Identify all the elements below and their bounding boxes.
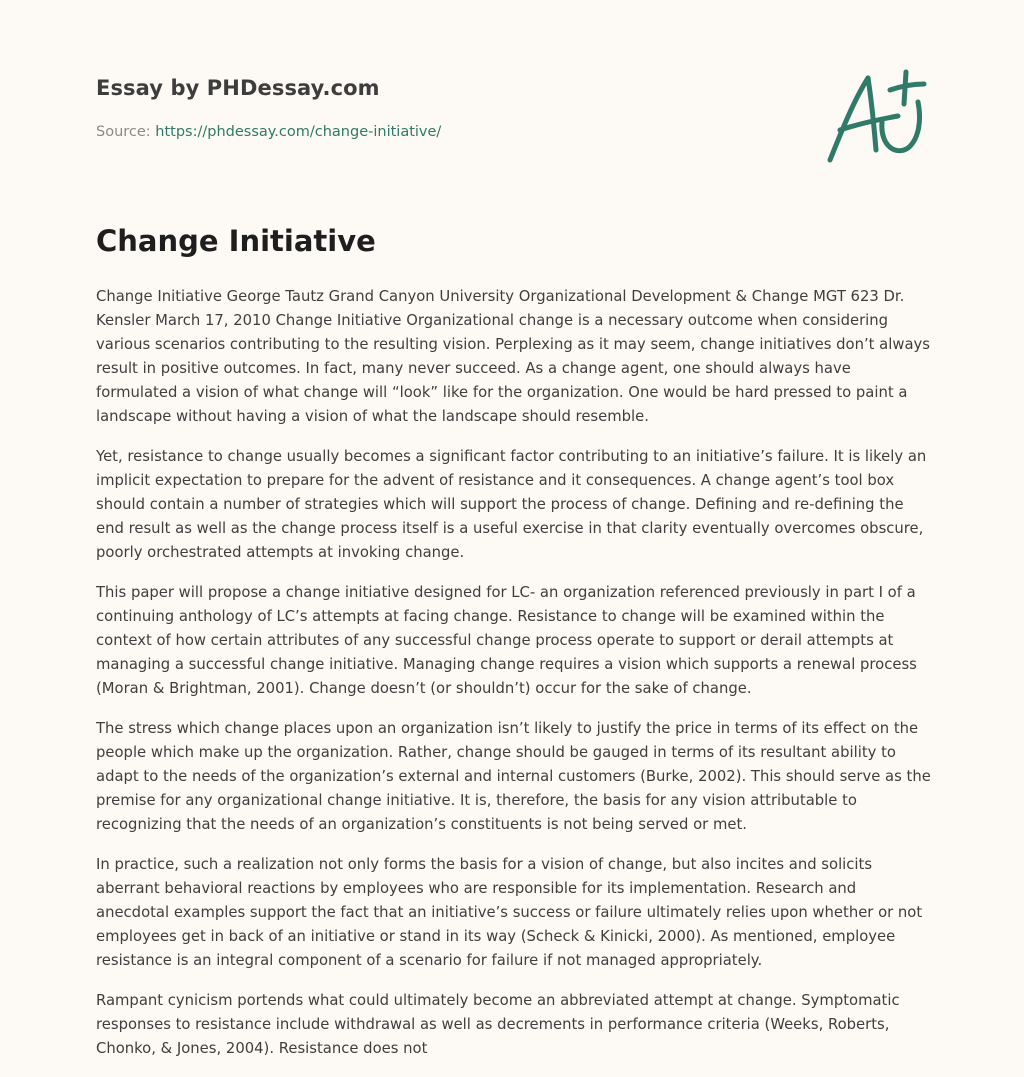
essay-title: Change Initiative	[96, 224, 376, 258]
essay-paragraph: The stress which change places upon an organization isn’t likely to justify the price in terms of its effect on the people which make up the organization. Rather, change should be gauged in terms of its resultant ability to adapt to the needs of the organization’s external and internal customers (Burke, 2002). This should serve as the premise for any organizational change initiative. It is, therefore, the basis for any vision attributable to recognizing that the needs of an organization’s constituents is not being served or met.	[96, 720, 931, 833]
a-plus-grade-icon	[818, 64, 934, 168]
essay-paragraph: Rampant cynicism portends what could ultimately become an abbreviated attempt at change. Symptomatic responses to resistance include withdrawal as well as decrements in performance criteria (Weeks, Roberts, Chonko, & Jones, 2004). Resistance does not	[96, 992, 900, 1057]
essay-paragraph: Change Initiative George Tautz Grand Canyon University Organizational Development & Change MGT 623 Dr. Kensler March 17, 2010 Change Initiative Organizational change is a necessary outcome when considering various scenarios contributing to the resulting vision. Perplexing as it may seem, change initiatives don’t always result in positive outcomes. In fact, many never succeed. As a change agent, one should always have formulated a vision of what change will “look” like for the organization. One would be hard pressed to paint a landscape without having a vision of what the landscape should resemble.	[96, 288, 930, 425]
source-line	[96, 124, 441, 140]
source-label: Source:	[96, 124, 151, 140]
site-title: Essay by PHDessay.com	[96, 76, 380, 100]
source-link[interactable]: https://phdessay.com/change-initiative/	[155, 124, 442, 140]
essay-paragraph: This paper will propose a change initiative designed for LC- an organization referenced previously in part I of a continuing anthology of LC’s attempts at facing change. Resistance to change will be examined within the context of how certain attributes of any successful change process operate to support or derail attempts at managing a successful change initiative. Managing change requires a vision which supports a renewal process (Moran & Brightman, 2001). Change doesn’t (or shouldn’t) occur for the sake of change.	[96, 584, 917, 697]
essay-paragraph: Yet, resistance to change usually becomes a significant factor contributing to an initiative’s failure. It is likely an implicit expectation to prepare for the advent of resistance and it consequences. A change agent’s tool box should contain a number of strategies which will support the process of change. Defining and re-defining the end result as well as the change process itself is a useful exercise in that clarity eventually overcomes obscure, poorly orchestrated attempts at invoking change.	[96, 448, 927, 561]
essay-paragraph: In practice, such a realization not only forms the basis for a vision of change, but also incites and solicits aberrant behavioral reactions by employees who are responsible for its implementation. Research and anecdotal examples support the fact that an initiative’s success or failure ultimately relies upon whether or not employees get in back of an initiative or stand in its way (Scheck & Kinicki, 2000). As mentioned, employee resistance is an integral component of a scenario for failure if not managed appropriately.	[96, 856, 923, 969]
essay-body	[96, 285, 932, 1077]
